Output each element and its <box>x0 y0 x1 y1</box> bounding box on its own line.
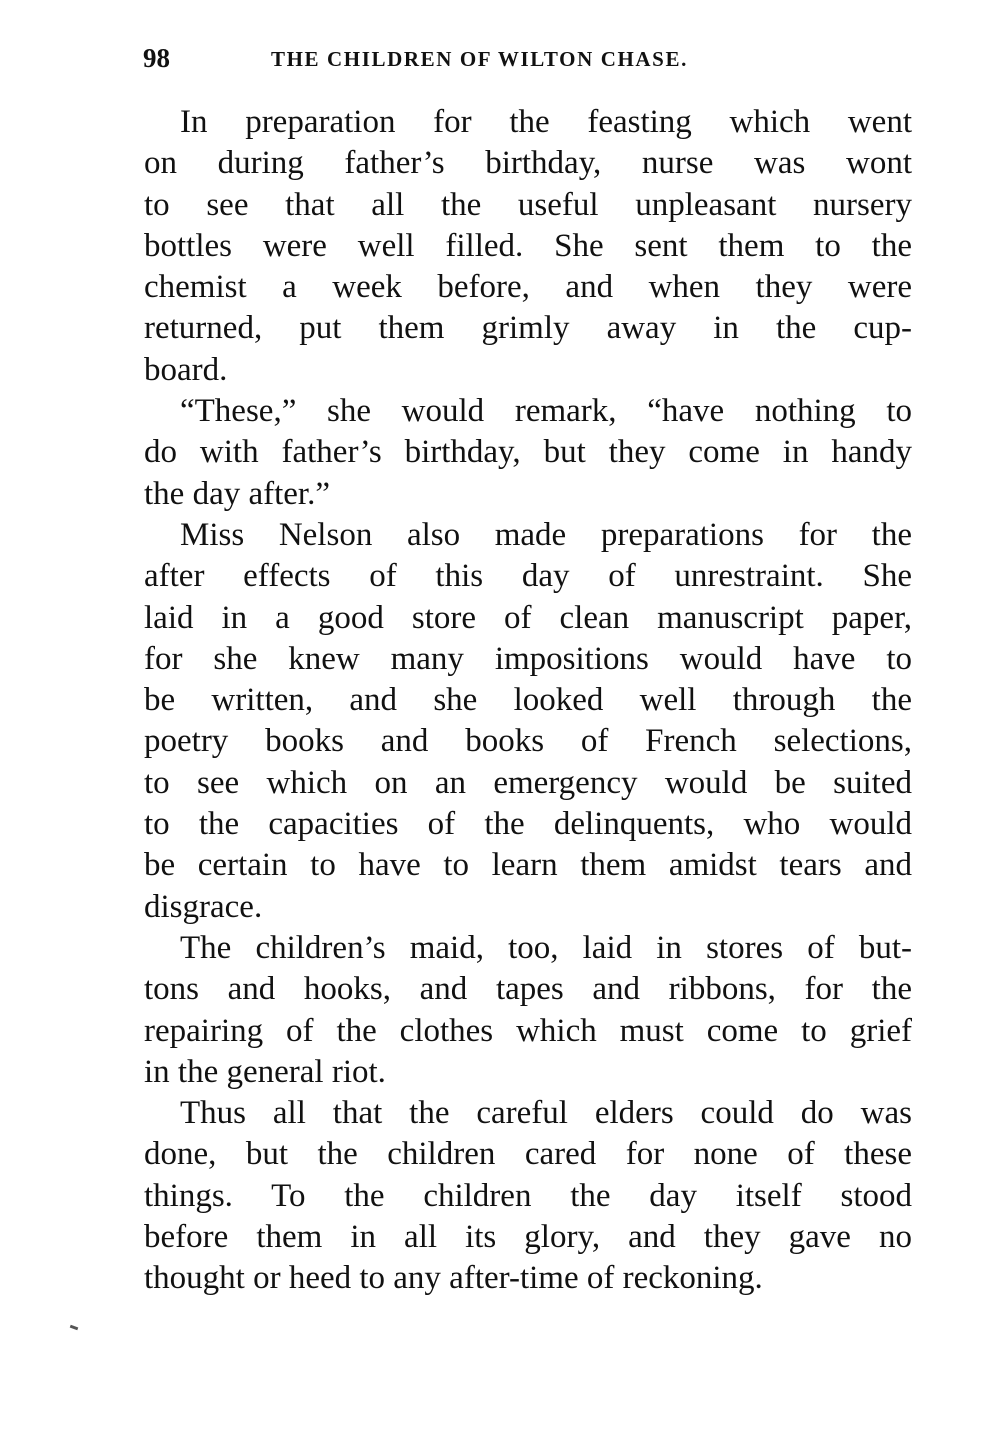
text-line: do with father’s birthday, but they come in handy <box>144 434 912 471</box>
text-line: Thus all that the careful elders could do was <box>180 1095 912 1132</box>
text-line: after effects of this day of unrestraint. She <box>144 558 912 595</box>
text-line: poetry books and books of French selections, <box>144 723 912 760</box>
text-line: Miss Nelson also made preparations for the <box>180 516 912 553</box>
text-line: to see which on an emergency would be suited <box>144 764 912 801</box>
text-line: repairing of the clothes which must come to grief <box>144 1012 912 1049</box>
text-line: in the general riot. <box>144 1053 386 1090</box>
running-title: THE CHILDREN OF WILTON CHASE. <box>271 47 688 71</box>
text-line: to see that all the useful unpleasant nursery <box>144 186 912 223</box>
running-head <box>143 40 913 80</box>
text-line: tons and hooks, and tapes and ribbons, for the <box>144 971 912 1008</box>
text-line: be certain to have to learn them amidst tears and <box>144 847 912 884</box>
text-line: things. To the children the day itself stood <box>144 1177 912 1214</box>
text-line: the day after.” <box>144 475 330 512</box>
text-line: on during father’s birthday, nurse was wont <box>144 145 912 182</box>
page-number: 98 <box>143 43 170 73</box>
text-line: “These,” she would remark, “have nothing to <box>180 393 912 430</box>
text-line: laid in a good store of clean manuscript paper, <box>144 599 912 636</box>
text-line: board. <box>144 351 228 388</box>
text-line: disgrace. <box>144 888 263 925</box>
text-line: chemist a week before, and when they were <box>144 269 912 306</box>
text-line: to the capacities of the delinquents, who would <box>144 806 912 843</box>
text-line: be written, and she looked well through the <box>144 682 912 719</box>
text-line: In preparation for the feasting which went <box>180 104 912 140</box>
text-line: before them in all its glory, and they gave no <box>144 1219 912 1256</box>
body-text <box>144 102 912 1300</box>
text-line: bottles were well filled. She sent them to the <box>144 227 912 264</box>
text-line: done, but the children cared for none of these <box>144 1136 912 1173</box>
text-line: returned, put them grimly away in the cup- <box>144 310 912 347</box>
text-line: The children’s maid, too, laid in stores of but- <box>180 929 912 966</box>
text-line: for she knew many impositions would have to <box>144 640 912 677</box>
ink-speck <box>70 1325 79 1331</box>
text-line: thought or heed to any after-time of reckoning. <box>144 1260 763 1297</box>
